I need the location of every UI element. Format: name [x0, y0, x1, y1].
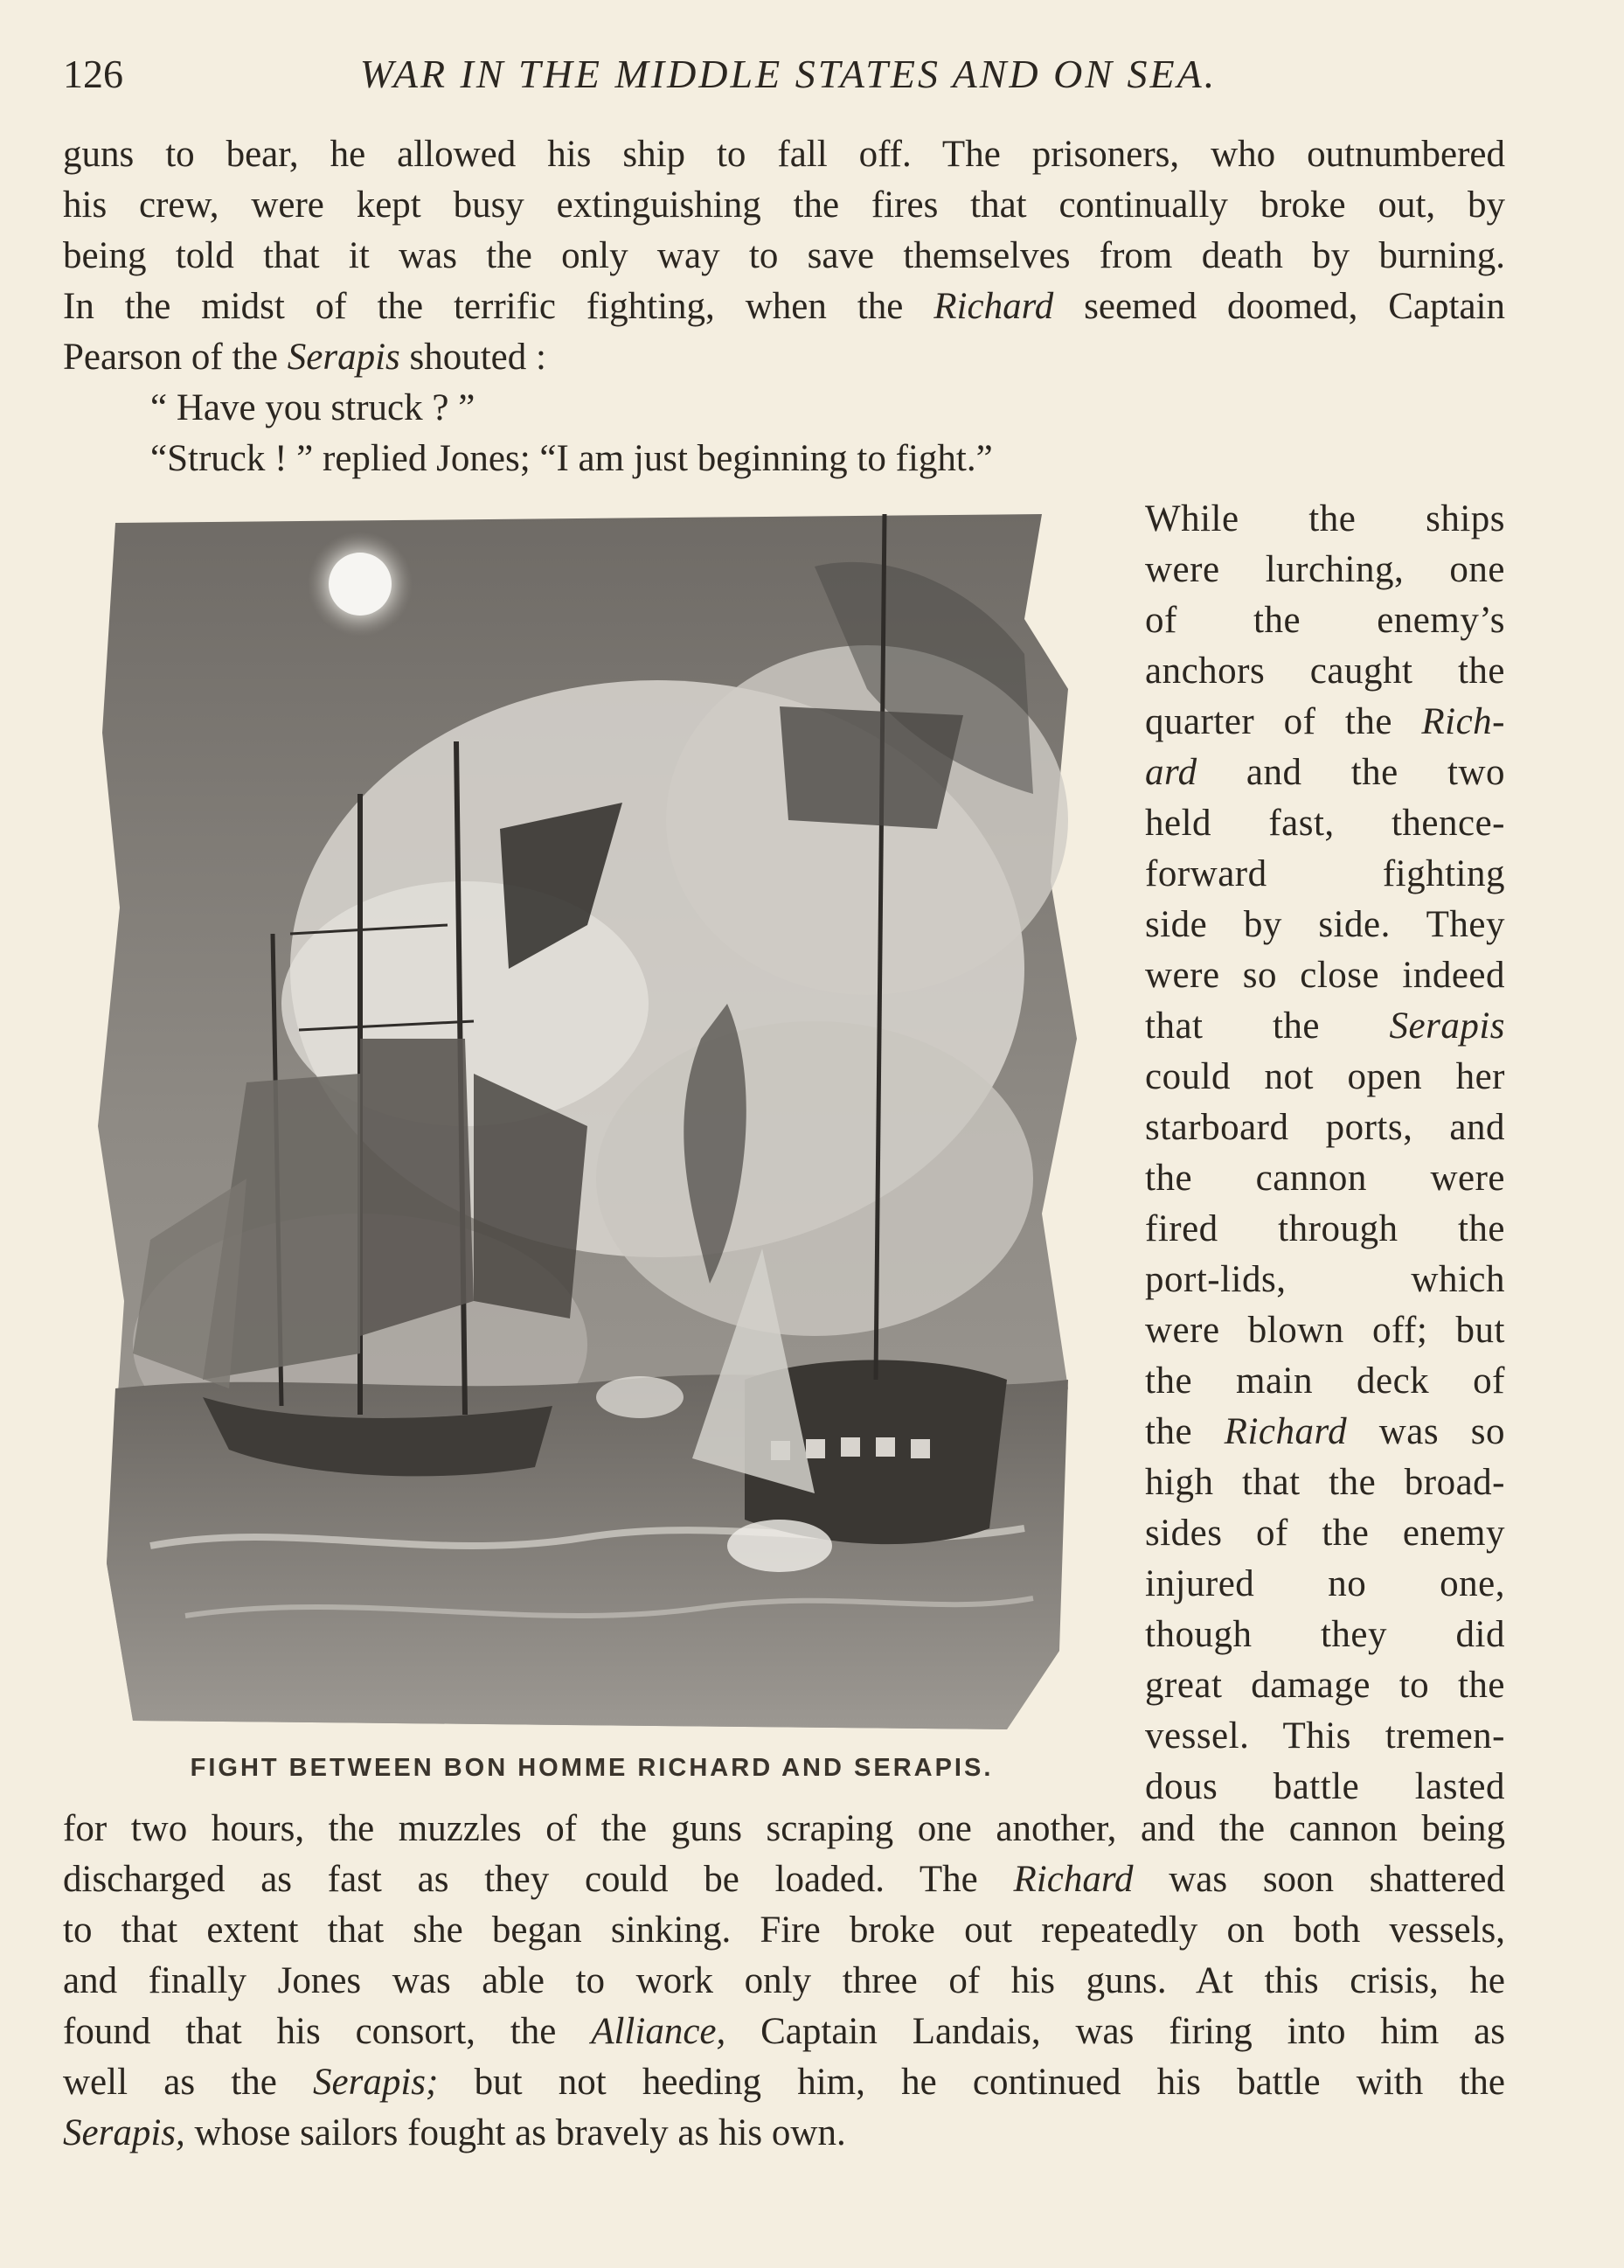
text-line: of the enemy’s [1145, 600, 1505, 641]
text-line: quarter of the Rich- [1145, 701, 1505, 742]
text-line: great damage to the [1145, 1665, 1505, 1706]
text-line: ard and the two [1145, 752, 1505, 793]
ship-name: Richard [933, 286, 1054, 327]
text-line: could not open her [1145, 1056, 1505, 1097]
text-line: held fast, thence- [1145, 803, 1505, 844]
ship-name: Serapis; [313, 2062, 439, 2103]
text-line: injured no one, [1145, 1563, 1505, 1604]
text-line: vessel. This tremen- [1145, 1715, 1505, 1757]
text-line: “ Have you struck ? ” [150, 387, 475, 428]
ship-sail [360, 1039, 474, 1336]
text-line: to that extent that she began sinking. Fire broke out repeatedly on both vessels, [63, 1910, 1505, 1951]
illustration-caption: FIGHT BETWEEN BON HOMME RICHARD AND SERAPIS. [190, 1754, 994, 1782]
text-line: forward fighting [1145, 853, 1505, 894]
text-line: dous battle lasted [1145, 1766, 1505, 1807]
ship-name: Serapis [1389, 1005, 1505, 1047]
text-line: Pearson of the Serapis shouted : [63, 337, 546, 378]
text-line: “Struck ! ” replied Jones; “I am just beginning to fight.” [150, 438, 993, 479]
running-title: WAR IN THE MIDDLE STATES AND ON SEA. [359, 52, 1218, 96]
text-line: his crew, were kept busy extinguishing the fires that continually broke out, by [63, 184, 1505, 226]
ship-name: ard [1145, 752, 1197, 793]
text-line: While the ships [1145, 498, 1505, 539]
text-line: found that his consort, the Alliance, Captain Landais, was firing into him as [63, 2011, 1505, 2052]
ship-name: Serapis [287, 337, 400, 378]
text-line: discharged as fast as they could be loaded. The Richard was soon shattered [63, 1859, 1506, 1900]
text-line: and finally Jones was able to work only three of his guns. At this crisis, he [63, 1960, 1505, 2001]
page-header [63, 51, 1514, 103]
page-number: 126 [63, 52, 123, 96]
top-paragraph [63, 129, 1505, 484]
text-line: guns to bear, he allowed his ship to fall off. The prisoners, who outnumbered [63, 134, 1505, 175]
ship-name: Rich- [1421, 701, 1505, 742]
text-line: Serapis, whose sailors fought as bravely as his own. [63, 2112, 846, 2153]
illustration-naval-battle [98, 514, 1086, 1738]
text-line: though they did [1145, 1614, 1505, 1655]
text-line: sides of the enemy [1145, 1513, 1505, 1554]
ship-name: Serapis, [63, 2112, 185, 2153]
text-line: being told that it was the only way to save themselves from death by burning. [63, 235, 1505, 276]
text-line: the cannon were [1145, 1158, 1505, 1199]
bottom-paragraph [63, 1804, 1505, 2159]
text-line: that the Serapis [1145, 1005, 1505, 1047]
ship-name: Alliance, [591, 2011, 726, 2052]
wrapped-column [1145, 494, 1505, 1812]
text-line: well as the Serapis; but not heeding him, he continued his battle with the [63, 2062, 1505, 2103]
text-line: anchors caught the [1145, 650, 1505, 692]
text-line: were lurching, one [1145, 549, 1505, 590]
text-line: side by side. They [1145, 904, 1505, 945]
text-line: were so close indeed [1145, 955, 1505, 996]
smoke-cloud [596, 1021, 1033, 1336]
text-line: fired through the [1145, 1208, 1505, 1249]
ship-name: Richard [1013, 1859, 1134, 1900]
text-line: high that the broad- [1145, 1462, 1505, 1503]
text-line: were blown off; but [1145, 1310, 1505, 1351]
text-line: In the midst of the terrific fighting, when the Richard seemed doomed, Captain [63, 286, 1505, 327]
text-line: the main deck of [1145, 1360, 1505, 1402]
ship-sail [780, 706, 963, 829]
text-line: for two hours, the muzzles of the guns scraping one another, and the cannon being [63, 1808, 1505, 1849]
text-line: port-lids, which [1145, 1259, 1505, 1300]
text-line: the Richard was so [1145, 1411, 1505, 1452]
text-line: starboard ports, and [1145, 1107, 1505, 1148]
ship-name: Richard [1224, 1411, 1348, 1452]
